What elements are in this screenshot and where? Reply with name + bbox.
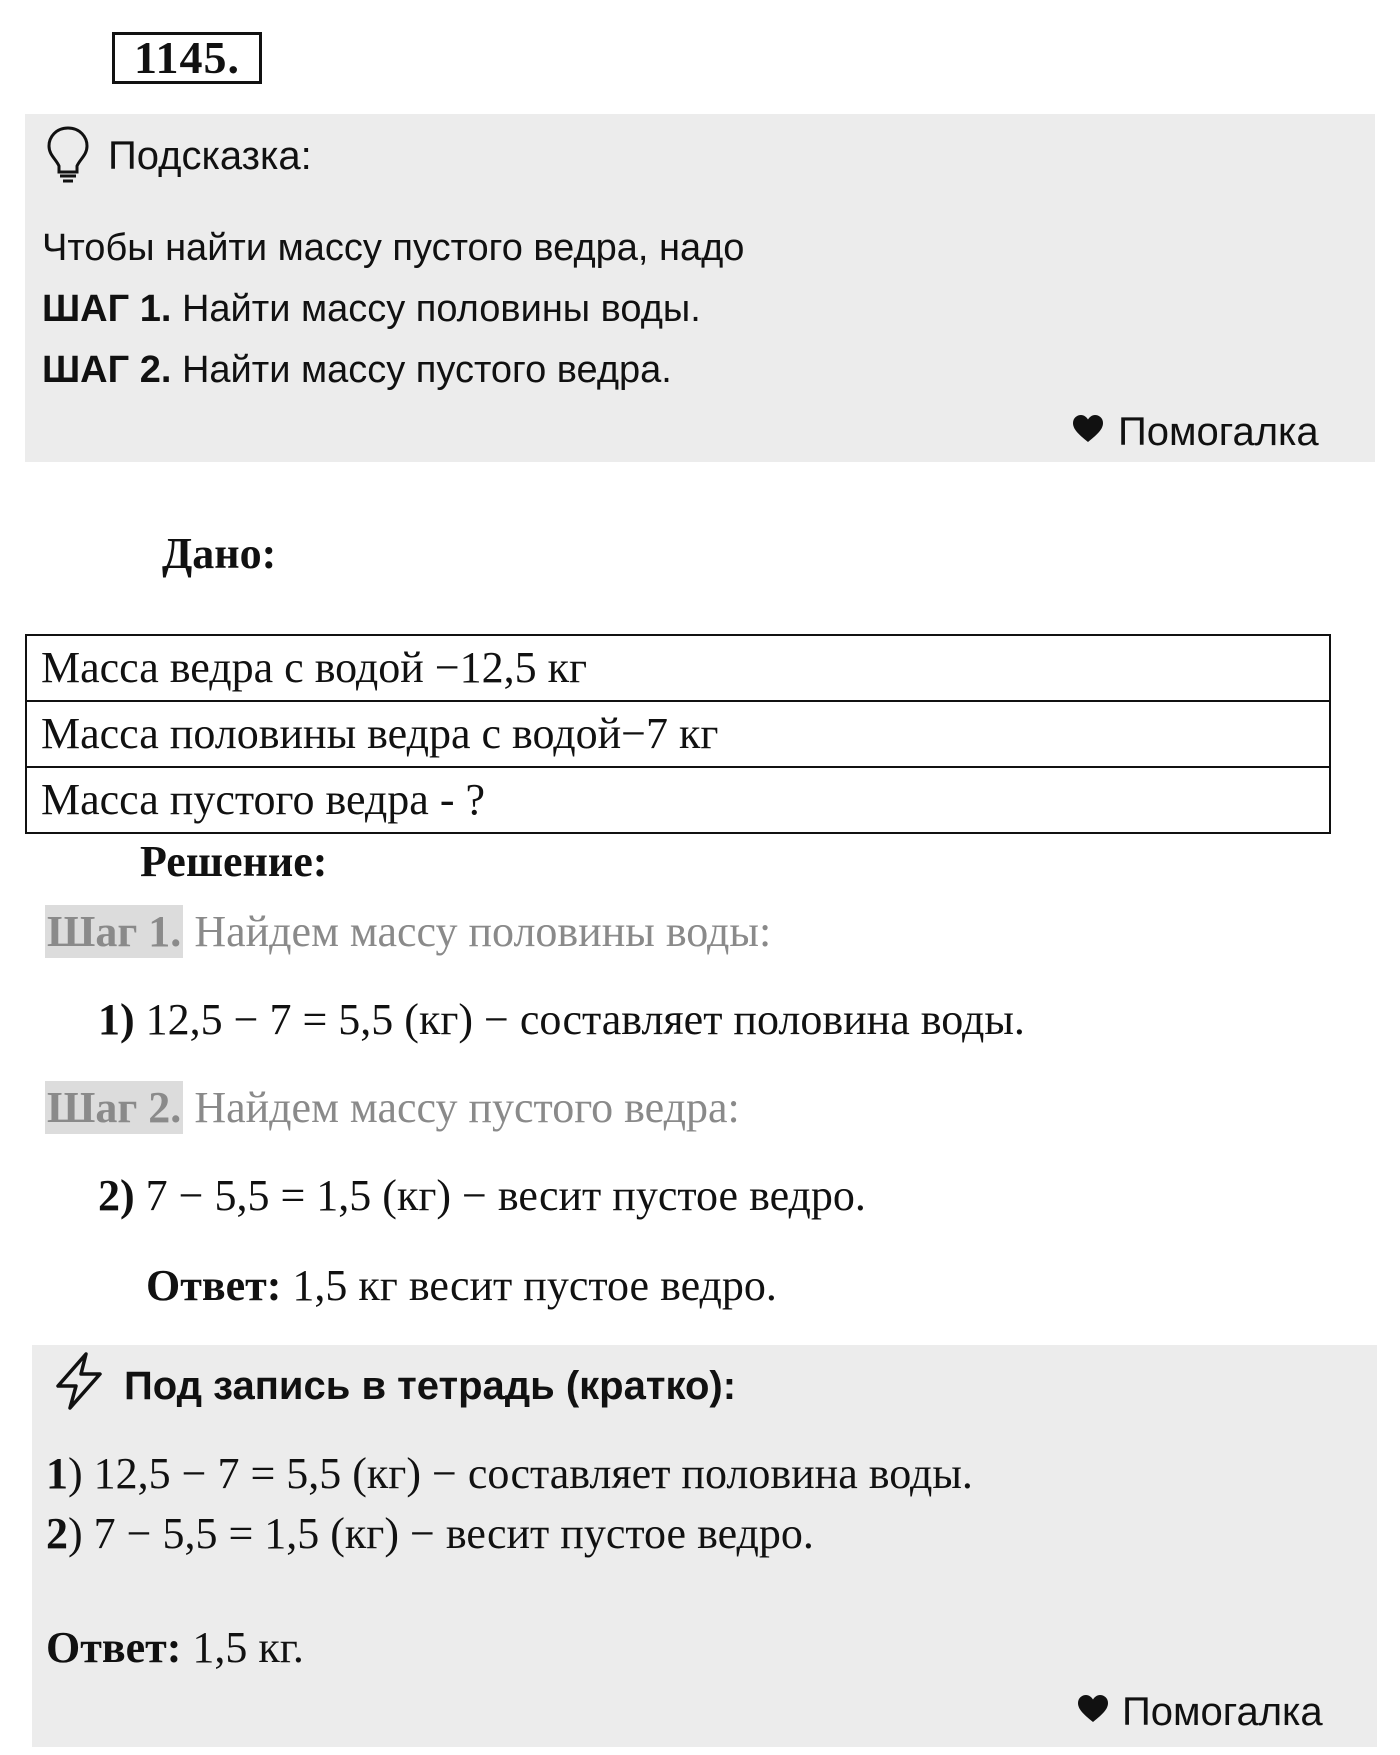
calc-1-text: 12,5 − 7 = 5,5 (кг) − составляет половина воды. bbox=[145, 995, 1025, 1044]
hint-step-2 bbox=[42, 347, 672, 393]
heart-icon bbox=[1072, 414, 1104, 444]
calc-2-text: 7 − 5,5 = 1,5 (кг) − весит пустое ведро. bbox=[145, 1171, 866, 1220]
calc-2-number: 2) bbox=[98, 1171, 135, 1220]
given-row: Масса пустого ведра - ? bbox=[41, 775, 486, 824]
brief-brand: Помогалка bbox=[1122, 1690, 1323, 1734]
brief-answer-label: Ответ: bbox=[46, 1623, 182, 1672]
calc-2 bbox=[98, 1170, 866, 1222]
step-2-text: Найдем массу пустого ведра: bbox=[194, 1083, 740, 1132]
answer-label: Ответ: bbox=[146, 1261, 282, 1310]
lightbulb-icon bbox=[44, 124, 92, 186]
step-1-label: Шаг 1. bbox=[47, 907, 182, 956]
lightning-icon bbox=[48, 1350, 110, 1412]
step-2-label: Шаг 2. bbox=[47, 1083, 182, 1132]
brief-line-2 bbox=[46, 1508, 814, 1560]
step-1-text: Найдем массу половины воды: bbox=[194, 907, 772, 956]
hint-intro: Чтобы найти массу пустого ведра, надо bbox=[42, 227, 745, 269]
hint-step-1 bbox=[42, 286, 701, 332]
hint-step-2-label: ШАГ 2. bbox=[42, 349, 172, 391]
brief-answer-text: 1,5 кг. bbox=[192, 1623, 304, 1672]
solution-title: Решение: bbox=[140, 837, 328, 886]
answer-text: 1,5 кг весит пустое ведро. bbox=[292, 1261, 777, 1310]
brief-line-2-text: ) 7 − 5,5 = 1,5 (кг) − весит пустое ведро. bbox=[68, 1509, 814, 1558]
problem-number: 1145. bbox=[112, 32, 262, 84]
brief-line-1-number: 1 bbox=[46, 1449, 68, 1498]
brief-line-2-number: 2 bbox=[46, 1509, 68, 1558]
answer bbox=[146, 1260, 777, 1312]
brief-answer bbox=[46, 1622, 304, 1674]
given-table bbox=[25, 634, 1331, 834]
brief-title: Под запись в тетрадь (кратко): bbox=[124, 1364, 737, 1408]
given-title: Дано: bbox=[162, 529, 277, 578]
solution-step-2 bbox=[45, 1082, 740, 1134]
solution-step-1 bbox=[45, 906, 771, 958]
calc-1-number: 1) bbox=[98, 995, 135, 1044]
hint-brand: Помогалка bbox=[1118, 410, 1319, 454]
hint-step-2-text: Найти массу пустого ведра. bbox=[181, 349, 672, 391]
brief-line-1-text: ) 12,5 − 7 = 5,5 (кг) − составляет половина воды. bbox=[68, 1449, 973, 1498]
hint-step-1-label: ШАГ 1. bbox=[42, 288, 172, 330]
given-row: Масса ведра с водой −12,5 кг bbox=[27, 636, 1329, 702]
brief-line-1 bbox=[46, 1448, 973, 1500]
calc-1 bbox=[98, 994, 1025, 1046]
heart-icon bbox=[1077, 1694, 1109, 1724]
given-row: Масса половины ведра с водой−7 кг bbox=[27, 702, 1329, 768]
hint-title: Подсказка: bbox=[108, 134, 312, 178]
hint-step-1-text: Найти массу половины воды. bbox=[181, 288, 701, 330]
